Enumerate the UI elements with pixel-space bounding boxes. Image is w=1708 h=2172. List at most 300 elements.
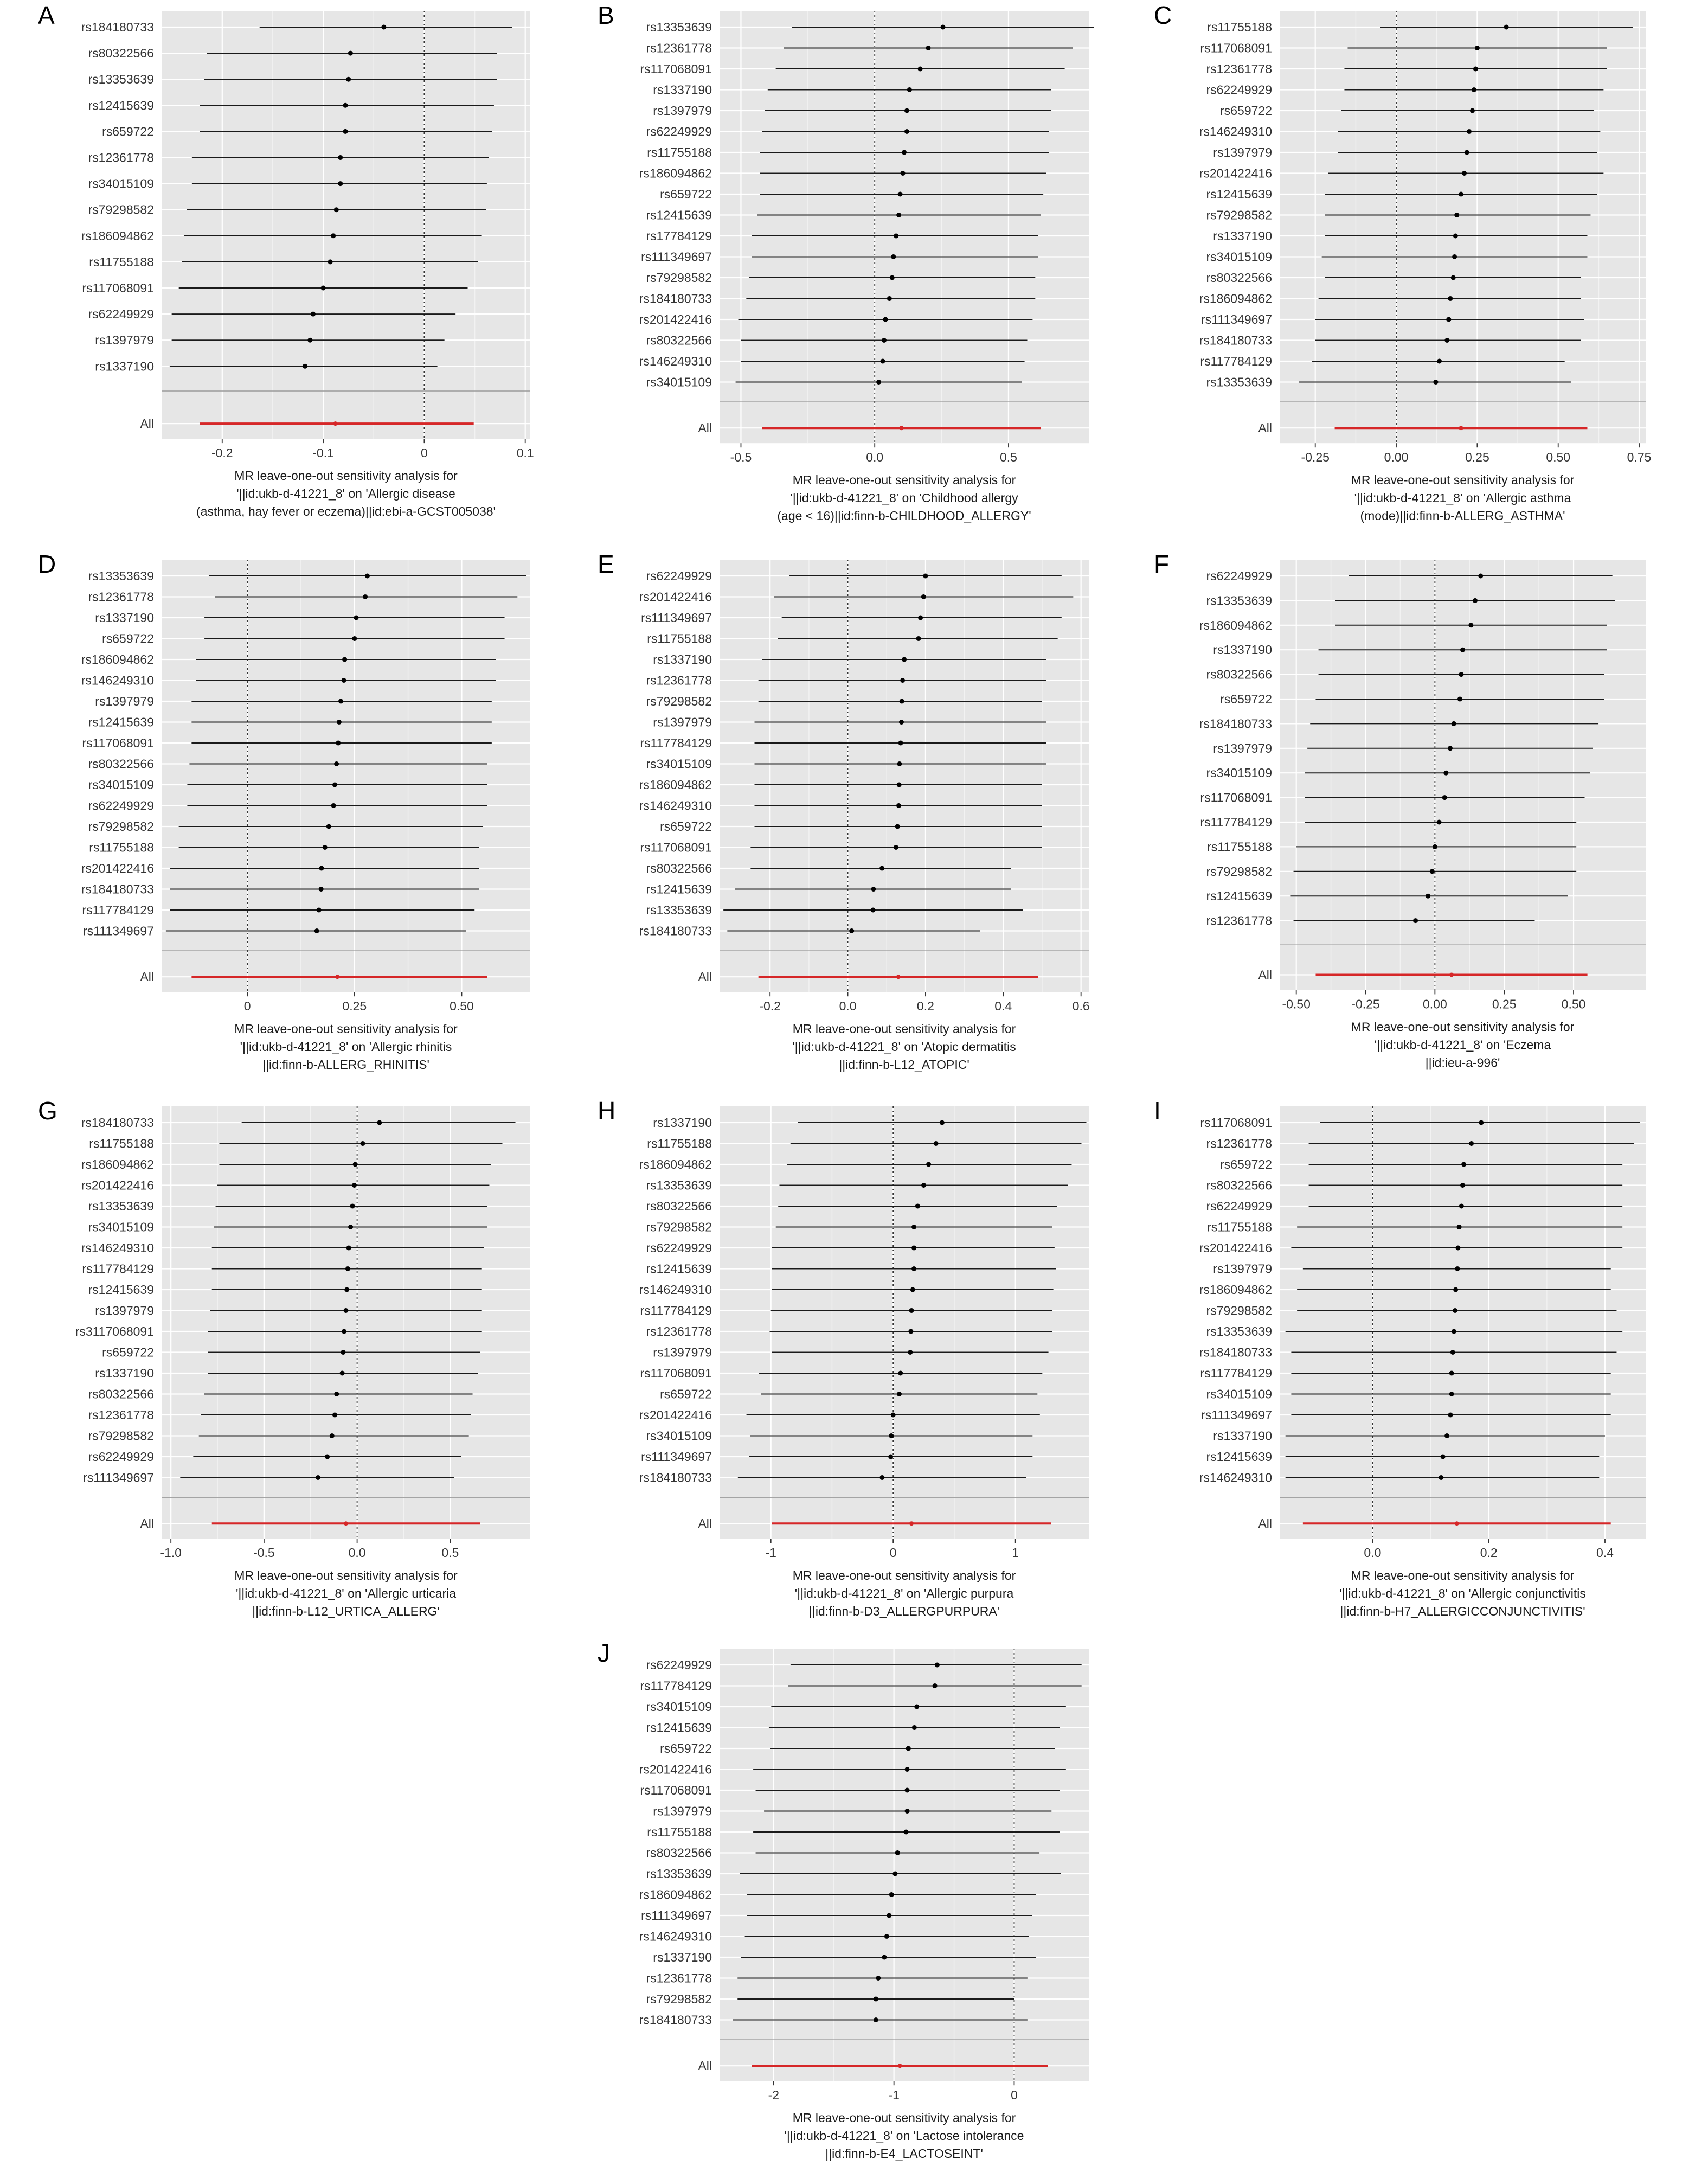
x-axis-caption-line: MR leave-one-out sensitivity analysis for — [234, 1022, 458, 1036]
snp-label: rs12415639 — [1206, 889, 1272, 904]
all-label: All — [140, 1516, 154, 1531]
snp-label: rs79298582 — [646, 1992, 712, 2006]
snp-label: rs34015109 — [1206, 249, 1272, 264]
snp-label: rs201422416 — [1199, 1241, 1272, 1255]
x-tick-label: 0.50 — [450, 999, 474, 1014]
snp-estimate-point — [1444, 1433, 1449, 1438]
snp-estimate-point — [892, 1872, 897, 1876]
snp-estimate-point — [360, 1141, 365, 1146]
snp-estimate-point — [918, 616, 923, 620]
snp-label: rs79298582 — [646, 694, 712, 708]
snp-estimate-point — [381, 25, 386, 30]
snp-estimate-point — [901, 171, 906, 176]
snp-label: rs201422416 — [639, 1408, 712, 1422]
snp-estimate-point — [900, 699, 904, 704]
x-axis-caption-line: '||id:ukb-d-41221_8' on 'Childhood allergy — [790, 491, 1018, 505]
plot-panel-background — [720, 1106, 1089, 1539]
snp-label: rs62249929 — [88, 1450, 154, 1464]
snp-label: rs17784129 — [646, 229, 712, 243]
snp-label: rs34015109 — [646, 1428, 712, 1443]
snp-label: rs184180733 — [639, 924, 712, 938]
snp-label: rs1337190 — [653, 82, 712, 97]
snp-estimate-point — [895, 824, 900, 829]
snp-estimate-point — [1479, 1120, 1484, 1125]
snp-label: rs659722 — [1220, 1157, 1272, 1171]
all-estimate-point — [333, 421, 337, 426]
snp-estimate-point — [921, 594, 926, 599]
all-label: All — [140, 970, 154, 984]
all-estimate-point — [898, 2064, 902, 2068]
x-axis-caption-line: ||id:finn-b-ALLERG_RHINITIS' — [262, 1058, 429, 1072]
snp-label: rs80322566 — [646, 1199, 712, 1213]
snp-estimate-point — [897, 783, 902, 787]
panel-letter: D — [38, 550, 56, 578]
snp-label: rs13353639 — [1206, 375, 1272, 389]
snp-label: rs659722 — [660, 1387, 712, 1401]
snp-estimate-point — [911, 1246, 916, 1251]
x-tick-label: -0.25 — [1301, 450, 1330, 465]
x-tick-label: 0.4 — [1596, 1546, 1614, 1560]
panel-letter: A — [38, 1, 55, 29]
snp-estimate-point — [337, 720, 342, 725]
x-axis-caption-line: (asthma, hay fever or eczema)||id:ebi-a-GCST005038' — [196, 504, 496, 519]
snp-label: rs184180733 — [1199, 1345, 1272, 1360]
snp-label: rs11755188 — [1207, 840, 1272, 854]
snp-label: rs12361778 — [646, 1971, 712, 1985]
x-tick-label: 0.5 — [999, 450, 1017, 465]
panel-letter: G — [38, 1097, 57, 1125]
snp-estimate-point — [307, 338, 312, 343]
snp-label: rs186094862 — [81, 1157, 154, 1171]
forest-panel-h — [598, 1097, 1089, 1618]
snp-label: rs62249929 — [1206, 569, 1272, 583]
snp-label: rs117068091 — [1200, 790, 1272, 805]
snp-label: rs11755188 — [647, 1136, 712, 1151]
forest-panel-d — [38, 550, 530, 1072]
snp-label: rs201422416 — [639, 312, 712, 326]
snp-estimate-point — [338, 699, 343, 704]
snp-estimate-point — [334, 207, 339, 212]
plot-panel-background — [1280, 11, 1646, 443]
snp-estimate-point — [1457, 1225, 1462, 1229]
x-axis-caption-line: '||id:ukb-d-41221_8' on 'Allergic disease — [236, 486, 455, 501]
snp-label: rs117784129 — [82, 903, 154, 917]
snp-estimate-point — [336, 741, 341, 746]
snp-label: rs1337190 — [95, 359, 154, 374]
snp-estimate-point — [363, 594, 368, 599]
snp-estimate-point — [912, 1725, 917, 1730]
snp-estimate-point — [346, 1246, 351, 1251]
snp-label: rs659722 — [660, 187, 712, 201]
snp-estimate-point — [896, 213, 901, 217]
snp-estimate-point — [916, 636, 921, 641]
snp-label: rs186094862 — [81, 228, 154, 243]
panel-letter: I — [1154, 1097, 1161, 1125]
x-axis-caption-line: ||id:finn-b-L12_URTICA_ALLERG' — [252, 1604, 440, 1619]
snp-estimate-point — [348, 51, 353, 56]
snp-label: rs184180733 — [1199, 333, 1272, 348]
snp-label: rs62249929 — [646, 1241, 712, 1255]
snp-label: rs34015109 — [88, 778, 154, 792]
snp-label: rs1397979 — [1213, 741, 1272, 755]
snp-estimate-point — [1457, 697, 1462, 702]
snp-label: rs117784129 — [1200, 815, 1272, 829]
x-tick-label: 1 — [1012, 1546, 1019, 1560]
all-estimate-point — [1455, 1521, 1459, 1526]
snp-estimate-point — [896, 803, 901, 808]
snp-label: rs659722 — [660, 819, 712, 834]
x-axis-caption-line: MR leave-one-out sensitivity analysis for — [234, 469, 458, 483]
snp-label: rs146249310 — [639, 1283, 712, 1297]
x-axis-caption-line: MR leave-one-out sensitivity analysis for — [1351, 1020, 1575, 1034]
snp-label: rs3117068091 — [75, 1324, 154, 1338]
snp-estimate-point — [331, 233, 336, 238]
snp-label: rs117068091 — [1200, 41, 1272, 55]
snp-estimate-point — [1441, 1455, 1446, 1459]
forest-panel-g — [38, 1097, 530, 1618]
snp-estimate-point — [902, 150, 907, 155]
snp-estimate-point — [326, 824, 331, 829]
snp-estimate-point — [348, 1225, 353, 1229]
x-tick-label: 0.2 — [916, 999, 934, 1014]
x-axis-caption-line: ||id:finn-b-L12_ATOPIC' — [839, 1058, 969, 1072]
snp-estimate-point — [1455, 1246, 1460, 1251]
snp-label: rs1397979 — [653, 1345, 712, 1360]
x-axis-caption-line: MR leave-one-out sensitivity analysis for — [792, 1568, 1016, 1583]
all-estimate-point — [1459, 426, 1463, 430]
snp-label: rs186094862 — [639, 1887, 712, 1902]
x-tick-label: 0.50 — [1561, 997, 1586, 1011]
snp-estimate-point — [1469, 1141, 1474, 1146]
snp-estimate-point — [940, 1120, 945, 1125]
snp-label: rs12361778 — [646, 673, 712, 688]
snp-label: rs12361778 — [1206, 913, 1272, 928]
snp-estimate-point — [328, 259, 333, 264]
snp-label: rs117784129 — [82, 1261, 154, 1276]
snp-estimate-point — [1478, 574, 1483, 579]
panel-letter: H — [598, 1097, 616, 1125]
snp-estimate-point — [907, 87, 912, 92]
all-label: All — [140, 417, 154, 431]
snp-estimate-point — [365, 574, 370, 579]
snp-estimate-point — [1459, 672, 1463, 677]
snp-label: rs79298582 — [88, 1428, 154, 1443]
x-tick-label: -0.50 — [1282, 997, 1311, 1011]
snp-label: rs80322566 — [646, 1846, 712, 1860]
snp-label: rs12361778 — [646, 1324, 712, 1338]
snp-label: rs117784129 — [1200, 354, 1272, 368]
panel-letter: C — [1154, 1, 1172, 29]
snp-estimate-point — [923, 574, 928, 579]
x-axis-caption-line: MR leave-one-out sensitivity analysis for — [234, 1568, 458, 1583]
snp-label: rs12415639 — [646, 1720, 712, 1735]
x-tick-label: 0 — [889, 1546, 897, 1560]
snp-estimate-point — [935, 1663, 940, 1668]
snp-estimate-point — [1462, 171, 1467, 176]
snp-label: rs201422416 — [639, 590, 712, 604]
snp-estimate-point — [891, 1413, 896, 1418]
snp-estimate-point — [882, 338, 887, 343]
snp-estimate-point — [884, 1934, 889, 1939]
snp-label: rs184180733 — [1199, 716, 1272, 731]
snp-label: rs184180733 — [639, 2013, 712, 2027]
snp-estimate-point — [1453, 234, 1458, 239]
snp-estimate-point — [1452, 254, 1457, 259]
snp-label: rs62249929 — [1206, 82, 1272, 97]
x-tick-label: 0.6 — [1072, 999, 1090, 1014]
snp-estimate-point — [343, 103, 348, 108]
snp-estimate-point — [915, 1204, 920, 1209]
snp-label: rs12415639 — [1206, 187, 1272, 201]
snp-label: rs34015109 — [646, 375, 712, 389]
snp-estimate-point — [910, 1287, 915, 1292]
snp-label: rs111349697 — [641, 1450, 712, 1464]
snp-estimate-point — [332, 783, 337, 787]
snp-estimate-point — [1468, 623, 1473, 627]
snp-label: rs79298582 — [1206, 208, 1272, 222]
snp-estimate-point — [905, 1809, 910, 1814]
snp-estimate-point — [1453, 1287, 1458, 1292]
snp-label: rs62249929 — [88, 798, 154, 813]
snp-estimate-point — [1452, 1329, 1456, 1334]
x-axis-caption-line: (mode)||id:finn-b-ALLERG_ASTHMA' — [1360, 509, 1565, 523]
snp-label: rs146249310 — [639, 798, 712, 813]
snp-label: rs1337190 — [1213, 1428, 1272, 1443]
all-estimate-point — [896, 975, 901, 979]
snp-estimate-point — [889, 1892, 894, 1897]
snp-label: rs12361778 — [88, 150, 154, 165]
snp-label: rs184180733 — [639, 1470, 712, 1485]
x-tick-label: 0.00 — [1384, 450, 1409, 465]
snp-estimate-point — [314, 928, 319, 933]
snp-label: rs80322566 — [88, 1387, 154, 1401]
snp-label: rs146249310 — [81, 673, 154, 688]
snp-estimate-point — [879, 866, 884, 871]
snp-estimate-point — [1470, 108, 1475, 113]
snp-estimate-point — [1448, 296, 1453, 301]
snp-label: rs12415639 — [646, 208, 712, 222]
all-label: All — [698, 421, 712, 435]
snp-estimate-point — [899, 720, 904, 725]
snp-label: rs117784129 — [640, 1303, 712, 1318]
snp-estimate-point — [317, 908, 322, 913]
snp-label: rs34015109 — [1206, 766, 1272, 780]
plot-panel-background — [1280, 560, 1646, 990]
snp-estimate-point — [1467, 129, 1472, 134]
snp-label: rs1337190 — [653, 1950, 712, 1964]
all-label: All — [698, 2059, 712, 2073]
all-label: All — [1258, 421, 1272, 435]
all-estimate-point — [900, 426, 904, 430]
snp-estimate-point — [1451, 275, 1456, 280]
snp-estimate-point — [898, 1371, 903, 1376]
snp-estimate-point — [926, 1162, 931, 1167]
snp-label: rs146249310 — [81, 1241, 154, 1255]
snp-estimate-point — [344, 1308, 349, 1313]
all-label: All — [1258, 968, 1272, 982]
snp-estimate-point — [903, 1830, 908, 1835]
snp-label: rs659722 — [1220, 104, 1272, 118]
x-axis-caption-line: ||id:finn-b-D3_ALLERGPURPURA' — [808, 1604, 1000, 1619]
snp-label: rs13353639 — [1206, 1324, 1272, 1338]
snp-estimate-point — [1446, 317, 1451, 322]
snp-label: rs186094862 — [1199, 618, 1272, 632]
snp-estimate-point — [1459, 192, 1463, 197]
snp-estimate-point — [904, 108, 909, 113]
snp-label: rs12415639 — [88, 98, 154, 113]
snp-estimate-point — [352, 1183, 357, 1188]
x-tick-label: -2 — [768, 2088, 780, 2103]
x-tick-label: 0 — [243, 999, 251, 1014]
snp-label: rs1337190 — [653, 652, 712, 667]
snp-label: rs117784129 — [640, 1678, 712, 1693]
x-tick-label: 0.0 — [839, 999, 857, 1014]
forest-panel-f — [1154, 550, 1646, 1069]
snp-estimate-point — [871, 887, 876, 892]
snp-estimate-point — [1426, 894, 1430, 899]
snp-estimate-point — [1444, 338, 1449, 343]
snp-label: rs111349697 — [641, 611, 712, 625]
snp-label: rs111349697 — [1201, 312, 1272, 326]
snp-estimate-point — [1437, 820, 1442, 825]
snp-label: rs117068091 — [640, 62, 712, 76]
forest-panel-c — [1154, 1, 1651, 523]
x-axis-caption-line: '||id:ukb-d-41221_8' on 'Allergic asthma — [1354, 491, 1571, 505]
snp-label: rs34015109 — [646, 1700, 712, 1714]
snp-label: rs12361778 — [646, 41, 712, 55]
x-axis-caption-line: '||id:ukb-d-41221_8' on 'Atopic dermatitis — [792, 1040, 1016, 1054]
snp-label: rs12361778 — [88, 590, 154, 604]
snp-label: rs117068091 — [640, 1366, 712, 1380]
snp-label: rs1397979 — [1213, 145, 1272, 159]
snp-estimate-point — [319, 887, 324, 892]
snp-label: rs34015109 — [88, 176, 154, 191]
snp-estimate-point — [918, 67, 923, 72]
snp-estimate-point — [905, 1767, 910, 1772]
x-tick-label: 0.0 — [866, 450, 884, 465]
snp-label: rs11755188 — [89, 1136, 154, 1151]
x-tick-label: -0.5 — [253, 1546, 275, 1560]
x-tick-label: 0.0 — [1364, 1546, 1382, 1560]
snp-estimate-point — [1442, 795, 1447, 800]
forest-panel-b — [598, 1, 1094, 523]
snp-estimate-point — [1430, 869, 1435, 874]
snp-label: rs13353639 — [646, 20, 712, 34]
x-axis-caption-line: '||id:ukb-d-41221_8' on 'Allergic urticaria — [235, 1586, 457, 1601]
snp-label: rs79298582 — [88, 202, 154, 217]
snp-estimate-point — [1460, 1183, 1465, 1188]
snp-estimate-point — [341, 1350, 345, 1355]
snp-label: rs11755188 — [89, 840, 154, 855]
snp-label: rs62249929 — [88, 307, 154, 322]
panel-letter: J — [598, 1639, 610, 1667]
snp-label: rs12361778 — [1206, 1136, 1272, 1151]
snp-estimate-point — [323, 845, 328, 850]
snp-label: rs11755188 — [1207, 1220, 1272, 1234]
snp-estimate-point — [883, 317, 888, 322]
snp-label: rs111349697 — [83, 1470, 154, 1485]
snp-label: rs117068091 — [1200, 1116, 1272, 1130]
snp-label: rs1337190 — [95, 611, 154, 625]
snp-estimate-point — [1450, 1350, 1455, 1355]
x-axis-caption-line: MR leave-one-out sensitivity analysis for — [792, 1022, 1016, 1036]
x-tick-label: 0.25 — [1465, 450, 1489, 465]
snp-estimate-point — [1459, 1204, 1464, 1209]
snp-label: rs201422416 — [81, 861, 154, 875]
snp-estimate-point — [882, 1955, 887, 1960]
snp-estimate-point — [343, 129, 348, 134]
snp-estimate-point — [311, 312, 316, 317]
snp-estimate-point — [904, 129, 909, 134]
snp-estimate-point — [1455, 1266, 1460, 1271]
snp-label: rs13353639 — [646, 903, 712, 917]
snp-estimate-point — [331, 803, 336, 808]
x-tick-label: -0.2 — [211, 446, 233, 460]
x-axis-caption-line: ||id:ieu-a-996' — [1425, 1055, 1500, 1070]
snp-estimate-point — [316, 1475, 320, 1480]
snp-label: rs79298582 — [646, 271, 712, 285]
snp-label: rs80322566 — [88, 757, 154, 771]
x-axis-caption-line: '||id:ukb-d-41221_8' on 'Allergic rhinitis — [240, 1040, 452, 1054]
snp-estimate-point — [902, 657, 907, 662]
snp-estimate-point — [1433, 844, 1437, 849]
x-tick-label: -0.2 — [759, 999, 781, 1014]
snp-estimate-point — [1472, 87, 1476, 92]
snp-estimate-point — [330, 1433, 335, 1438]
snp-estimate-point — [909, 1308, 914, 1313]
snp-label: rs1397979 — [653, 1804, 712, 1818]
snp-estimate-point — [894, 234, 898, 239]
all-estimate-point — [1449, 972, 1454, 977]
snp-label: rs659722 — [1220, 692, 1272, 706]
snp-label: rs12415639 — [88, 715, 154, 729]
snp-estimate-point — [350, 1204, 355, 1209]
all-label: All — [698, 1516, 712, 1531]
snp-estimate-point — [338, 155, 343, 160]
snp-estimate-point — [1465, 150, 1469, 155]
snp-estimate-point — [325, 1455, 330, 1459]
snp-label: rs146249310 — [1199, 124, 1272, 139]
x-tick-label: 0.2 — [1480, 1546, 1498, 1560]
snp-label: rs80322566 — [1206, 667, 1272, 682]
snp-label: rs11755188 — [647, 631, 712, 646]
snp-estimate-point — [340, 1371, 345, 1376]
snp-label: rs184180733 — [639, 291, 712, 306]
snp-label: rs62249929 — [646, 1658, 712, 1672]
snp-estimate-point — [1449, 1371, 1454, 1376]
snp-estimate-point — [346, 77, 351, 82]
snp-estimate-point — [921, 1183, 926, 1188]
snp-estimate-point — [874, 1997, 878, 2002]
snp-label: rs186094862 — [639, 1157, 712, 1171]
snp-label: rs62249929 — [646, 569, 712, 583]
forest-panel-e — [598, 550, 1090, 1072]
panel-letter: E — [598, 550, 614, 578]
snp-label: rs12361778 — [88, 1408, 154, 1422]
snp-estimate-point — [889, 1433, 894, 1438]
snp-estimate-point — [849, 928, 854, 933]
snp-label: rs1337190 — [1213, 229, 1272, 243]
snp-label: rs12415639 — [1206, 1450, 1272, 1464]
snp-estimate-point — [881, 359, 885, 364]
x-tick-label: 0.5 — [441, 1546, 459, 1560]
snp-estimate-point — [911, 1266, 916, 1271]
plot-panel-background — [720, 560, 1089, 992]
snp-label: rs13353639 — [88, 72, 154, 87]
snp-label: rs80322566 — [1206, 271, 1272, 285]
snp-estimate-point — [900, 678, 905, 683]
x-axis-caption-line: '||id:ukb-d-41221_8' on 'Allergic conjunctivitis — [1339, 1586, 1586, 1601]
